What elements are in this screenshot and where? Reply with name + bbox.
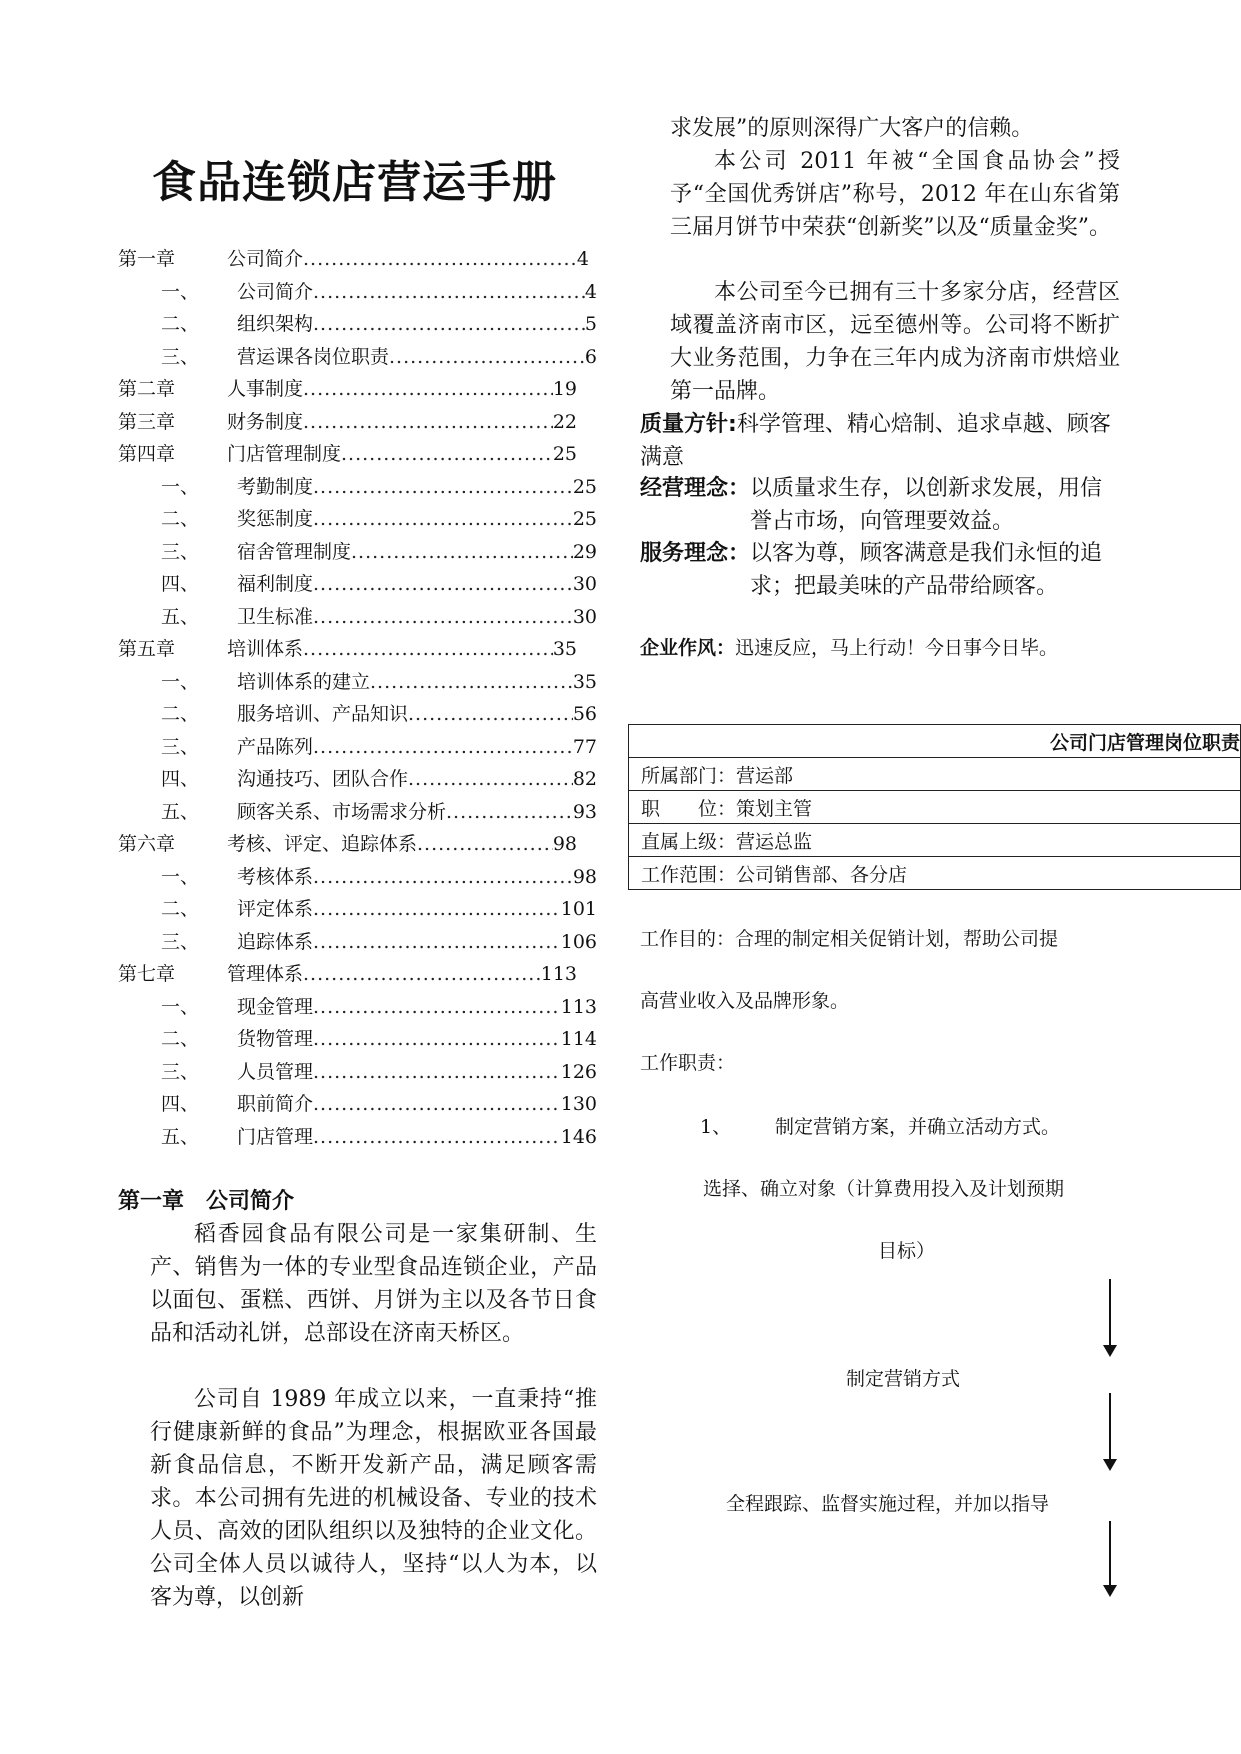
toc-entry-number: 四、 xyxy=(161,1093,200,1115)
toc-entry-page: 19 xyxy=(552,378,577,400)
toc-entry xyxy=(161,926,597,958)
service-philosophy-label: 服务理念： xyxy=(640,541,751,566)
toc-leader-dots xyxy=(313,861,573,893)
quality-policy xyxy=(640,408,1120,474)
toc-entry-page: 113 xyxy=(560,995,597,1018)
toc-entry-number: 三、 xyxy=(161,345,200,368)
toc-entry-title: 评定体系 xyxy=(237,898,314,920)
toc-entry-number: 四、 xyxy=(161,768,200,790)
toc-leader-dots xyxy=(303,406,553,438)
toc-entry xyxy=(161,731,597,763)
toc-entry-title: 培训体系的建立 xyxy=(237,670,371,693)
toc-entry-title: 人员管理 xyxy=(237,1060,314,1083)
toc-entry-number: 五、 xyxy=(161,1125,200,1148)
toc-entry-page: 35 xyxy=(572,670,597,693)
toc-entry-page: 29 xyxy=(572,540,597,563)
job-duties-label: 工作职责： xyxy=(640,1052,736,1074)
toc-entry-title: 现金管理 xyxy=(237,995,314,1018)
toc-entry xyxy=(118,438,577,470)
toc-entry-title: 门店管理 xyxy=(237,1125,314,1148)
toc-leader-dots xyxy=(313,893,561,925)
toc-entry-page: 5 xyxy=(584,313,597,335)
toc-entry-number: 二、 xyxy=(161,313,200,335)
flow-step-1-line-1: 选择、确立对象（计算费用投入及计划预期 xyxy=(703,1178,1065,1200)
toc-entry-number: 第三章 xyxy=(118,410,176,433)
corporate-style-value: 迅速反应，马上行动！今日事今日毕。 xyxy=(735,637,1059,659)
toc-entry-page: 25 xyxy=(572,475,597,498)
service-philosophy xyxy=(640,537,1120,603)
toc-leader-dots xyxy=(303,373,553,405)
toc-entry xyxy=(161,796,597,828)
toc-leader-dots xyxy=(313,1121,561,1153)
toc-leader-dots xyxy=(389,341,585,373)
flow-arrow-1 xyxy=(1109,1279,1111,1345)
toc-entry-title: 财务制度 xyxy=(227,410,304,433)
toc-leader-dots xyxy=(313,601,573,633)
toc-entry-title: 考核体系 xyxy=(237,865,314,888)
chapter-label: 第一章 xyxy=(118,1189,185,1214)
toc-entry-page: 30 xyxy=(572,573,597,595)
toc-entry-page: 25 xyxy=(572,508,597,530)
toc-entry xyxy=(161,893,597,925)
toc-entry-title: 宿舍管理制度 xyxy=(237,540,352,563)
toc-leader-dots xyxy=(303,958,541,990)
service-philosophy-value: 以客为尊，顾客满意是我们永恒的追求；把最美味的产品带给顾客。 xyxy=(750,541,1103,599)
intro-paragraph-3: 本公司 2011 年被“全国食品协会”授予“全国优秀饼店”称号，2012 年在山东省第三届月饼节中荣获“创新奖”以及“质量金奖”。 xyxy=(670,149,1120,240)
toc-entry-title: 职前简介 xyxy=(237,1093,314,1115)
toc-entry-number: 五、 xyxy=(161,800,200,823)
toc-entry-page: 98 xyxy=(552,833,577,855)
corporate-style xyxy=(640,633,1058,660)
job-table-row-position: 职 位：策划主管 xyxy=(629,791,1241,824)
toc-leader-dots xyxy=(313,1056,561,1088)
toc-entry-title: 公司简介 xyxy=(237,280,314,303)
job-purpose-line-1: 工作目的：合理的制定相关促销计划，帮助公司提 xyxy=(640,928,1059,950)
toc-entry-page: 106 xyxy=(560,930,597,953)
toc-entry xyxy=(118,958,577,990)
toc-entry-title: 沟通技巧、团队合作 xyxy=(237,768,409,790)
toc-entry-number: 第一章 xyxy=(118,248,176,270)
flow-arrow-2 xyxy=(1109,1393,1111,1459)
toc-entry-number: 第六章 xyxy=(118,833,176,855)
intro-paragraph-2-continued: 求发展”的原则深得广大客户的信赖。 xyxy=(670,116,1034,141)
flow-step-2: 制定营销方式 xyxy=(846,1368,961,1390)
toc-leader-dots xyxy=(408,763,573,795)
toc-leader-dots xyxy=(313,503,573,535)
toc-entry-number: 二、 xyxy=(161,508,200,530)
toc-entry xyxy=(118,828,577,860)
business-philosophy xyxy=(640,472,1120,538)
duty-item-number: 1、 xyxy=(700,1116,732,1138)
quality-policy-label: 质量方针: xyxy=(640,412,737,437)
toc-entry-page: 130 xyxy=(560,1093,597,1115)
toc-entry-title: 公司简介 xyxy=(227,248,304,270)
toc-entry xyxy=(161,1056,597,1088)
flow-arrow-3 xyxy=(1109,1521,1111,1585)
toc-entry-title: 顾客关系、市场需求分析 xyxy=(237,800,447,823)
toc-entry xyxy=(161,503,597,535)
toc-leader-dots xyxy=(313,308,585,340)
toc-entry-title: 卫生标准 xyxy=(237,605,314,628)
toc-entry-title: 服务培训、产品知识 xyxy=(237,703,409,725)
toc-leader-dots xyxy=(313,471,573,503)
toc-entry-page: 25 xyxy=(552,443,577,465)
toc-entry xyxy=(161,666,597,698)
toc-entry-number: 三、 xyxy=(161,735,200,758)
toc-entry-page: 101 xyxy=(560,898,597,920)
toc-entry-number: 一、 xyxy=(161,475,200,498)
toc-entry xyxy=(161,1023,597,1055)
toc-entry-title: 人事制度 xyxy=(227,378,304,400)
toc-entry-page: 126 xyxy=(560,1060,597,1083)
chapter-heading xyxy=(118,1184,294,1215)
toc-entry-number: 第二章 xyxy=(118,378,176,400)
intro-paragraph-2: 公司自 1989 年成立以来，一直秉持“推行健康新鲜的食品”为理念，根据欧亚各国最新食品信息，不断开发新产品，满足顾客需求。本公司拥有先进的机械设备、专业的技术人员、高效的团队组织以及独特的企业文化。公司全体人员以诚待人，坚持“以人为本，以客为尊，以创新 xyxy=(150,1387,597,1610)
toc-leader-dots xyxy=(313,731,573,763)
document-title: 食品连锁店营运手册 xyxy=(152,157,557,208)
toc-leader-dots xyxy=(313,276,585,308)
toc-entry-page: 114 xyxy=(560,1028,597,1050)
toc-leader-dots xyxy=(446,796,573,828)
toc-entry xyxy=(161,308,597,340)
toc-entry-title: 管理体系 xyxy=(227,963,304,985)
toc-leader-dots xyxy=(417,828,553,860)
toc-entry-title: 营运课各岗位职责 xyxy=(237,345,390,368)
job-table-row-scope: 工作范围：公司销售部、各分店 xyxy=(629,857,1241,890)
toc-entry-number: 第七章 xyxy=(118,963,176,985)
toc-entry-number: 一、 xyxy=(161,280,200,303)
toc-entry-number: 一、 xyxy=(161,670,200,693)
toc-leader-dots xyxy=(351,536,573,568)
toc-entry-number: 四、 xyxy=(161,573,200,595)
intro-paragraph-4: 本公司至今已拥有三十多家分店，经营区域覆盖济南市区，远至德州等。公司将不断扩大业务范围，力争在三年内成为济南市烘焙业第一品牌。 xyxy=(670,280,1120,404)
toc-entry-number: 三、 xyxy=(161,930,200,953)
toc-entry-number: 二、 xyxy=(161,898,200,920)
toc-leader-dots xyxy=(303,633,553,665)
toc-entry-title: 产品陈列 xyxy=(237,735,314,758)
toc-entry-page: 35 xyxy=(552,638,577,660)
toc-entry-page: 4 xyxy=(576,248,589,270)
toc-entry-page: 77 xyxy=(572,735,597,758)
job-table-row-supervisor: 直属上级：营运总监 xyxy=(629,824,1241,857)
toc-entry-page: 56 xyxy=(572,703,597,725)
job-responsibility-table xyxy=(628,724,1241,890)
toc-entry xyxy=(161,601,597,633)
business-philosophy-value: 以质量求生存，以创新求发展，用信誉占市场，向管理要效益。 xyxy=(750,476,1103,534)
toc-entry xyxy=(161,471,597,503)
toc-leader-dots xyxy=(370,666,573,698)
intro-paragraph-1: 稻香园食品有限公司是一家集研制、生产、销售为一体的专业型食品连锁企业，产品以面包、蛋糕、西饼、月饼为主以及各节日食品和活动礼饼，总部设在济南天桥区。 xyxy=(150,1222,597,1346)
toc-leader-dots xyxy=(313,568,573,600)
toc-entry-page: 22 xyxy=(552,410,577,433)
toc-entry-page: 82 xyxy=(572,768,597,790)
toc-entry-page: 146 xyxy=(560,1125,597,1148)
toc-entry-number: 第五章 xyxy=(118,638,176,660)
toc-entry xyxy=(161,861,597,893)
toc-entry-title: 货物管理 xyxy=(237,1028,314,1050)
corporate-style-label: 企业作风： xyxy=(640,637,736,659)
toc-leader-dots xyxy=(408,698,573,730)
toc-entry-number: 一、 xyxy=(161,865,200,888)
toc-entry-title: 组织架构 xyxy=(237,313,314,335)
toc-entry-title: 奖惩制度 xyxy=(237,508,314,530)
toc-entry-title: 培训体系 xyxy=(227,638,304,660)
flow-step-3: 全程跟踪、监督实施过程，并加以指导 xyxy=(726,1493,1050,1515)
toc-entry-title: 门店管理制度 xyxy=(227,443,342,465)
toc-entry-title: 考核、评定、追踪体系 xyxy=(227,833,418,855)
quality-policy-value: 科学管理、精心焙制、追求卓越、顾客满意 xyxy=(640,412,1111,470)
toc-entry-number: 一、 xyxy=(161,995,200,1018)
toc-entry-number: 五、 xyxy=(161,605,200,628)
toc-entry-page: 93 xyxy=(572,800,597,823)
chapter-title: 公司简介 xyxy=(206,1189,295,1214)
duty-item-text: 制定营销方案，并确立活动方式。 xyxy=(775,1116,1061,1138)
toc-entry-number: 三、 xyxy=(161,1060,200,1083)
toc-entry-page: 98 xyxy=(572,865,597,888)
toc-entry-number: 二、 xyxy=(161,1028,200,1050)
toc-entry-number: 第四章 xyxy=(118,443,176,465)
toc-entry xyxy=(118,406,577,438)
toc-entry-page: 4 xyxy=(584,280,597,303)
toc-entry xyxy=(118,373,577,405)
job-purpose-line-2: 高营业收入及品牌形象。 xyxy=(640,990,850,1012)
toc-entry xyxy=(118,633,577,665)
toc-entry-number: 三、 xyxy=(161,540,200,563)
toc-entry xyxy=(161,536,597,568)
toc-entry-title: 考勤制度 xyxy=(237,475,314,498)
toc-entry xyxy=(161,1088,597,1120)
toc-leader-dots xyxy=(313,1088,561,1120)
job-table-row-department: 所属部门：营运部 xyxy=(629,758,1241,791)
job-table-header: 公司门店管理岗位职责 xyxy=(629,725,1241,758)
flow-step-1-line-2: 目标） xyxy=(878,1240,936,1262)
toc-entry xyxy=(161,341,597,373)
toc-leader-dots xyxy=(341,438,553,470)
toc-entry xyxy=(161,763,597,795)
toc-entry xyxy=(118,243,589,275)
toc-entry-page: 6 xyxy=(584,345,597,368)
business-philosophy-label: 经营理念： xyxy=(640,476,751,501)
toc-entry-number: 二、 xyxy=(161,703,200,725)
toc-entry-title: 福利制度 xyxy=(237,573,314,595)
toc-entry-page: 113 xyxy=(540,963,577,985)
toc-leader-dots xyxy=(313,991,561,1023)
toc-leader-dots xyxy=(303,243,577,275)
toc-entry xyxy=(161,276,597,308)
toc-entry xyxy=(161,991,597,1023)
toc-entry-title: 追踪体系 xyxy=(237,930,314,953)
toc-entry xyxy=(161,698,597,730)
toc-entry xyxy=(161,1121,597,1153)
toc-leader-dots xyxy=(313,926,561,958)
toc-entry xyxy=(161,568,597,600)
toc-entry-page: 30 xyxy=(572,605,597,628)
toc-leader-dots xyxy=(313,1023,561,1055)
